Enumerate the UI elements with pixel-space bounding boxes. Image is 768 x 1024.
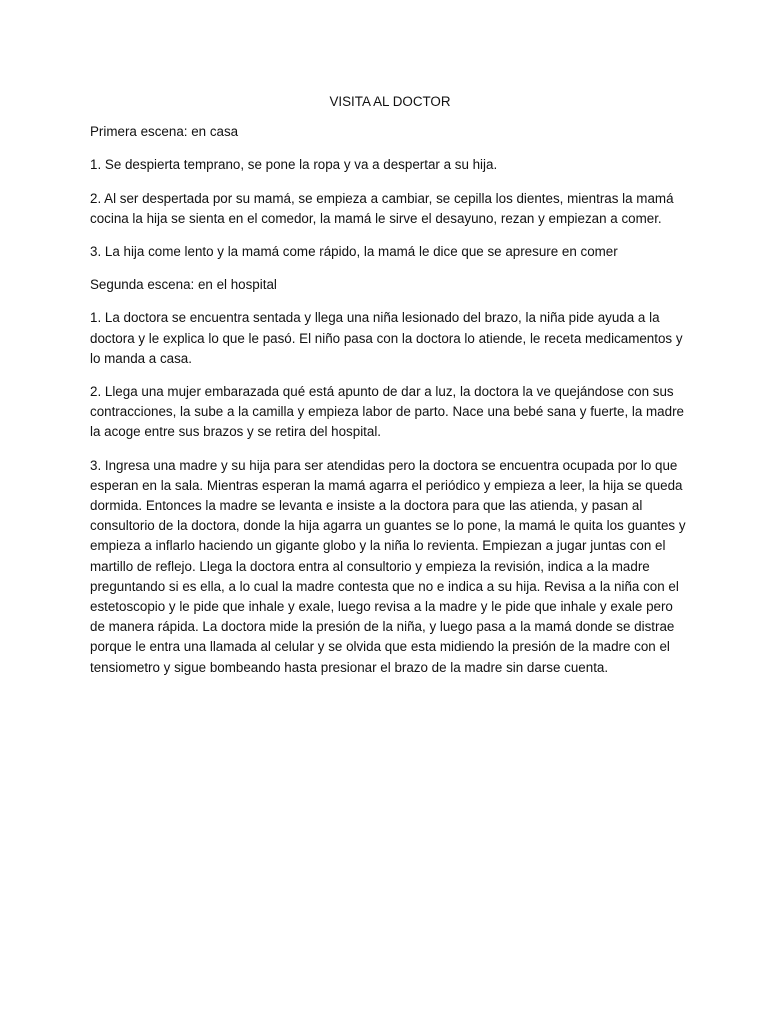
document-title: VISITA AL DOCTOR [329, 94, 451, 109]
paragraph: 1. Se despierta temprano, se pone la ropa y va a despertar a su hija. [90, 157, 498, 173]
paragraph: 3. La hija come lento y la mamá come rápido, la mamá le dice que se apresure en comer [90, 244, 618, 260]
paragraph: 2. Al ser despertada por su mamá, se empieza a cambiar, se cepilla los dientes, mientras la mamá cocina la hija se sienta en el comedor, la mamá le sirve el desayuno, rezan y empiezan a comer. [90, 190, 674, 226]
paragraph: 2. Llega una mujer embarazada qué está apunto de dar a luz, la doctora la ve quejándose con sus contracciones, la sube a la camilla y empieza labor de parto. Nace una bebé sana y fuerte, la madre la acoge entre sus brazos y se retira del hospital. [90, 384, 684, 440]
scene-heading-2: Segunda escena: en el hospital [90, 277, 277, 293]
paragraph: 1. La doctora se encuentra sentada y llega una niña lesionado del brazo, la niña pide ayuda a la doctora y le explica lo que le pasó. El niño pasa con la doctora lo atiende, le receta medicamentos y lo manda a casa. [90, 310, 683, 366]
scene-heading-1: Primera escena: en casa [90, 124, 239, 140]
paragraph: 3. Ingresa una madre y su hija para ser atendidas pero la doctora se encuentra ocupada por lo que esperan en la sala. Mientras esperan la mamá agarra el periódico y empieza a leer, la hija se queda dormida. Entonces la madre se levanta e insiste a la doctora para que las atienda, y pasan al consultorio de la doctora, donde la hija agarra un guantes se lo pone, la mamá le quita los guantes y empieza a inflarlo haciendo un gigante globo y la niña lo revienta. Empiezan a jugar juntas con el martillo de reflejo. Llega la doctora entra al consultorio y empieza la revisión, indica a la madre preguntando si es ella, a lo cual la madre contesta que no e indica a su hija. Revisa a la niña con el estetoscopio y le pide que inhale y exale, luego revisa a la madre y le pide que inhale y exale pero de manera rápida. La doctora mide la presión de la niña, y luego pasa a la mamá donde se distrae porque le entra una llamada al celular y se olvida que esta midiendo la presión de la madre con el tensiometro y sigue bombeando hasta presionar el brazo de la madre sin darse cuenta. [90, 457, 686, 675]
document-page [90, 92, 690, 691]
